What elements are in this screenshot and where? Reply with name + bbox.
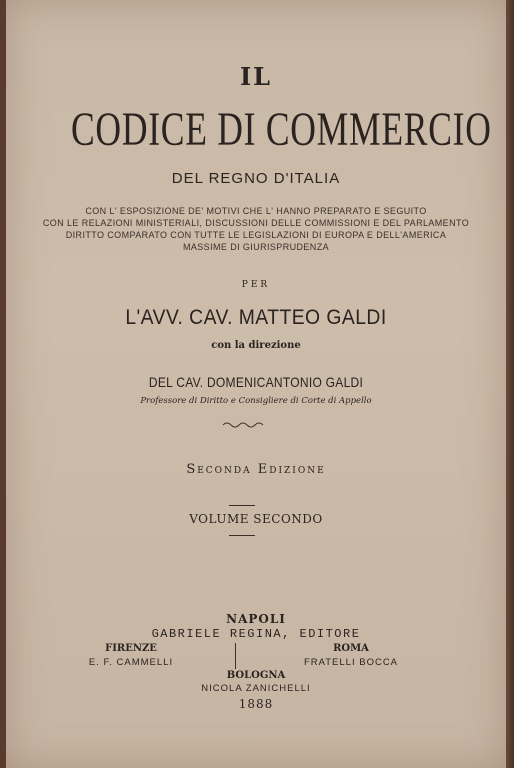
imprint-bottom-seller: NICOLA ZANICHELLI bbox=[201, 683, 311, 694]
director-title: Professore di Diritto e Consigliere di Corte di Appello bbox=[140, 396, 372, 406]
imprint-bottom-city: BOLOGNA bbox=[226, 670, 286, 681]
rule-line bbox=[229, 535, 255, 536]
book-title: CODICE DI COMMERCIO bbox=[71, 103, 492, 156]
publication-year: 1888 bbox=[238, 697, 274, 711]
imprint-divider bbox=[235, 643, 236, 669]
ornament-divider bbox=[221, 420, 265, 430]
imprint-right-seller: FRATELLI BOCCA bbox=[303, 657, 399, 668]
title-article: IL bbox=[239, 62, 273, 91]
book-subtitle: DEL REGNO D'ITALIA bbox=[171, 170, 341, 187]
description-line: MASSIME DI GIURISPRUDENZA bbox=[182, 242, 329, 252]
author-name: L'AVV. CAV. MATTEO GALDI bbox=[125, 306, 387, 329]
edition-label: Seconda Edizione bbox=[186, 462, 326, 477]
director-name: DEL CAV. DOMENICANTONIO GALDI bbox=[148, 374, 364, 390]
title-page bbox=[6, 0, 506, 768]
rule-line bbox=[229, 505, 255, 506]
direction-note: con la direzione bbox=[211, 340, 301, 351]
description-line: CON LE RELAZIONI MINISTERIALI, DISCUSSIONI DELLE COMMISSIONI E DEL PARLAMENTO bbox=[42, 218, 470, 228]
book-binding-edge bbox=[506, 0, 514, 768]
description-line: DIRITTO COMPARATO CON TUTTE LE LEGISLAZIONI DI EUROPA E DELL'AMERICA bbox=[65, 230, 447, 240]
volume-label: VOLUME SECONDO bbox=[189, 512, 323, 526]
imprint-right-city: ROMA bbox=[333, 643, 369, 654]
description-line: CON L' ESPOSIZIONE DE' MOTIVI CHE L' HANNO PREPARATO E SEGUITO bbox=[85, 206, 427, 216]
imprint-publisher: GABRIELE REGINA, EDITORE bbox=[151, 627, 361, 641]
imprint-left-city: FIRENZE bbox=[105, 643, 157, 654]
imprint-left-seller: E. F. CAMMELLI bbox=[88, 657, 174, 668]
per-label: PER bbox=[241, 280, 271, 290]
imprint-city: NAPOLI bbox=[226, 612, 286, 626]
